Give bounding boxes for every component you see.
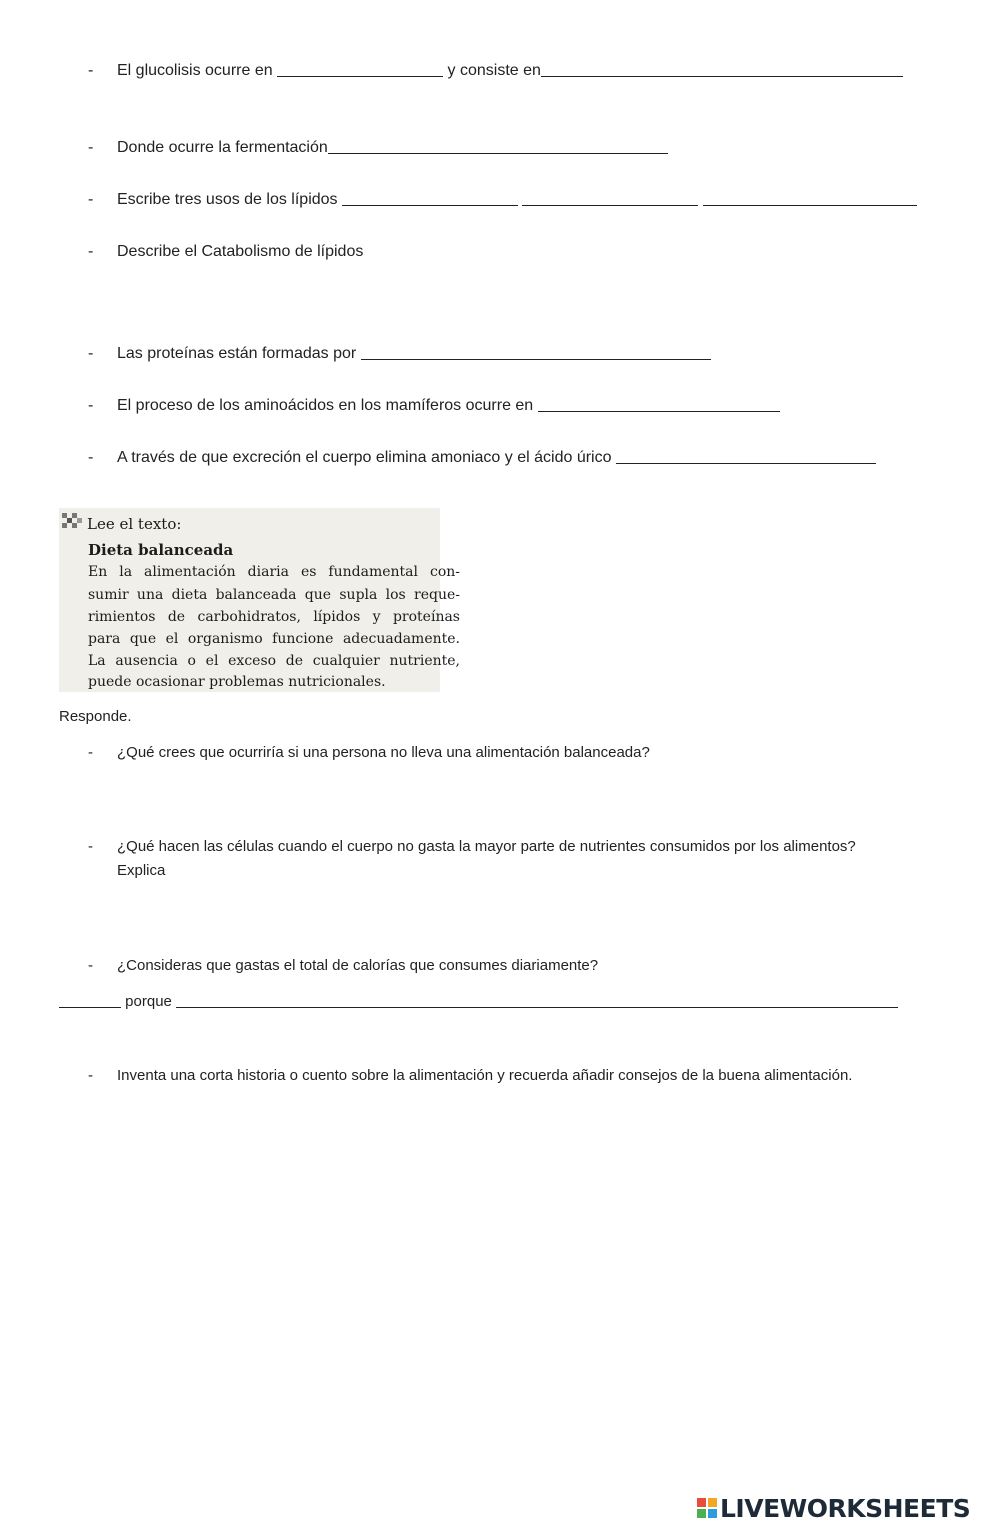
- question-text: A través de que excreción el cuerpo elimina amoniaco y el ácido úrico: [117, 449, 612, 466]
- answer-blank[interactable]: [522, 191, 698, 206]
- porque-answer-row: [59, 992, 1000, 1012]
- answer-blank[interactable]: [328, 139, 668, 154]
- logo-text: LIVEWORKSHEETS: [720, 1493, 971, 1523]
- answer-blank[interactable]: [176, 993, 898, 1008]
- responde-label: Responde.: [59, 708, 132, 725]
- logo-square: [708, 1509, 717, 1518]
- question-text: El proceso de los aminoácidos en los mamíferos ocurre en: [117, 397, 534, 414]
- checker-icon: [62, 513, 84, 531]
- answer-blank[interactable]: [361, 345, 711, 360]
- bullet-dash: -: [88, 139, 94, 156]
- answer-blank[interactable]: [277, 62, 443, 77]
- bullet-dash: -: [88, 1067, 93, 1084]
- bullet-dash: -: [88, 838, 93, 855]
- question-text: ¿Qué crees que ocurriría si una persona no lleva una alimentación balanceada?: [117, 744, 650, 761]
- bullet-dash: -: [88, 243, 94, 260]
- answer-blank[interactable]: [538, 397, 780, 412]
- bullet-dash: -: [88, 744, 93, 761]
- logo-square: [697, 1509, 706, 1518]
- question-text: Donde ocurre la fermentación: [117, 139, 328, 156]
- answer-blank[interactable]: [616, 449, 876, 464]
- answer-blank[interactable]: [59, 993, 121, 1008]
- question-text-cont: Explica: [117, 862, 166, 879]
- reading-title: Dieta balanceada: [88, 541, 234, 559]
- reading-line: rimientos de carbohidratos, lípidos y proteínas: [88, 609, 460, 625]
- bullet-dash: -: [88, 397, 94, 414]
- bullet-dash: -: [88, 957, 93, 974]
- bullet-dash: -: [88, 62, 94, 79]
- question-text: Escribe tres usos de los lípidos: [117, 191, 338, 208]
- reading-lead: Lee el texto:: [87, 515, 182, 533]
- logo-square: [708, 1498, 717, 1507]
- bullet-dash: -: [88, 449, 94, 466]
- reading-line: puede ocasionar problemas nutricionales.: [88, 674, 386, 690]
- liveworksheets-logo: [697, 1492, 970, 1524]
- logo-square: [697, 1498, 706, 1507]
- question-text-mid: y consiste en: [447, 62, 541, 79]
- bullet-dash: -: [88, 191, 94, 208]
- question-text: Describe el Catabolismo de lípidos: [117, 243, 364, 260]
- bullet-dash: -: [88, 345, 94, 362]
- reading-line: sumir una dieta balanceada que supla los reque-: [88, 587, 460, 603]
- question-text: El glucolisis ocurre en: [117, 62, 273, 79]
- answer-blank[interactable]: [342, 191, 518, 206]
- answer-blank[interactable]: [541, 62, 903, 77]
- answer-blank[interactable]: [703, 191, 917, 206]
- question-text: ¿Qué hacen las células cuando el cuerpo no gasta la mayor parte de nutrientes consumidos por los alimentos?: [117, 838, 856, 855]
- reading-line: La ausencia o el exceso de cualquier nutriente,: [88, 653, 460, 669]
- reading-line: para que el organismo funcione adecuadamente.: [88, 631, 460, 647]
- question-text: Inventa una corta historia o cuento sobre la alimentación y recuerda añadir consejos de la buena alimentación.: [117, 1067, 853, 1084]
- porque-label: porque: [125, 993, 172, 1010]
- logo-mark-icon: [697, 1498, 717, 1518]
- question-text: ¿Consideras que gastas el total de calorías que consumes diariamente?: [117, 957, 599, 974]
- question-text: Las proteínas están formadas por: [117, 345, 357, 362]
- reading-box: [59, 508, 460, 692]
- reading-line: En la alimentación diaria es fundamental con-: [88, 564, 460, 580]
